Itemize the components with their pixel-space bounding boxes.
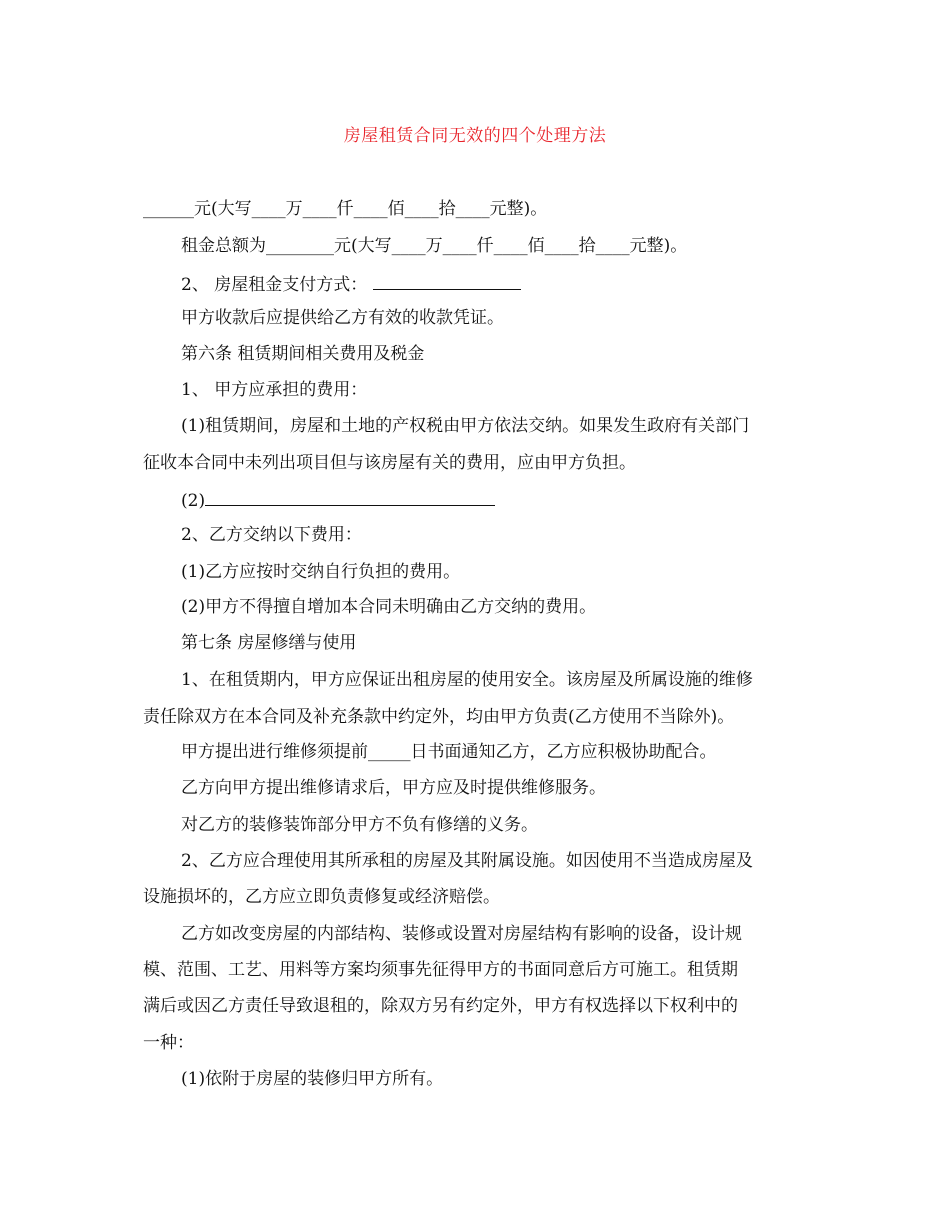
paragraph-line: 满后或因乙方责任导致退租的，除双方另有约定外，甲方有权选择以下权利中的 <box>143 996 738 1016</box>
paragraph-line: 1、 甲方应承担的费用： <box>181 380 368 400</box>
paragraph-text: (2) <box>181 491 206 511</box>
item-2-line <box>181 487 813 513</box>
paragraph-line: 1、在租赁期内，甲方应保证出租房屋的使用安全。该房屋及所属设施的维修 <box>181 670 753 690</box>
paragraph-line: 2、乙方交纳以下费用： <box>181 525 362 545</box>
paragraph-line: (2)甲方不得擅自增加本合同未明确由乙方交纳的费用。 <box>181 597 597 617</box>
paragraph-line: (1)乙方应按时交纳自行负担的费用。 <box>181 562 461 582</box>
paragraph-line: (1)租赁期间，房屋和土地的产权税由甲方依法交纳。如果发生政府有关部门 <box>181 416 750 436</box>
paragraph-line: 责任除双方在本合同及补充条款中约定外，均由甲方负责(乙方使用不当除外)。 <box>143 707 735 727</box>
paragraph-line: 甲方提出进行维修须提前_____日书面通知乙方，乙方应积极协助配合。 <box>181 742 717 762</box>
paragraph-text: 2、 房屋租金支付方式： <box>181 275 368 295</box>
paragraph-line: 一种： <box>143 1033 194 1053</box>
paragraph-line: ______元(大写____万____仟____佰____拾____元整)。 <box>143 199 548 219</box>
document-title: 房屋租赁合同无效的四个处理方法 <box>343 126 607 146</box>
fill-in-blank <box>205 487 495 506</box>
paragraph-line: (1)依附于房屋的装修归甲方所有。 <box>181 1069 444 1089</box>
fill-in-blank <box>373 271 521 290</box>
paragraph-line: 征收本合同中未列出项目但与该房屋有关的费用，应由甲方负担。 <box>143 453 636 473</box>
paragraph-line: 甲方收款后应提供给乙方有效的收款凭证。 <box>181 308 504 328</box>
paragraph-line: 对乙方的装修装饰部分甲方不负有修缮的义务。 <box>181 815 538 835</box>
paragraph-line: 设施损坏的，乙方应立即负责修复或经济赔偿。 <box>143 887 500 907</box>
paragraph-line: 乙方如改变房屋的内部结构、装修或设置对房屋结构有影响的设备，设计规 <box>181 924 742 944</box>
paragraph-line: 乙方向甲方提出维修请求后，甲方应及时提供维修服务。 <box>181 778 606 798</box>
section-heading: 第七条 房屋修缮与使用 <box>181 633 357 653</box>
paragraph-line: 模、范围、工艺、用料等方案均须事先征得甲方的书面同意后方可施工。租赁期 <box>143 960 738 980</box>
paragraph-line: 租金总额为________元(大写____万____仟____佰____拾____元整)。 <box>181 236 688 256</box>
section-heading: 第六条 租赁期间相关费用及税金 <box>181 344 425 364</box>
paragraph-line: 2、乙方应合理使用其所承租的房屋及其附属设施。如因使用不当造成房屋及 <box>181 851 753 871</box>
payment-method-line <box>181 271 813 297</box>
